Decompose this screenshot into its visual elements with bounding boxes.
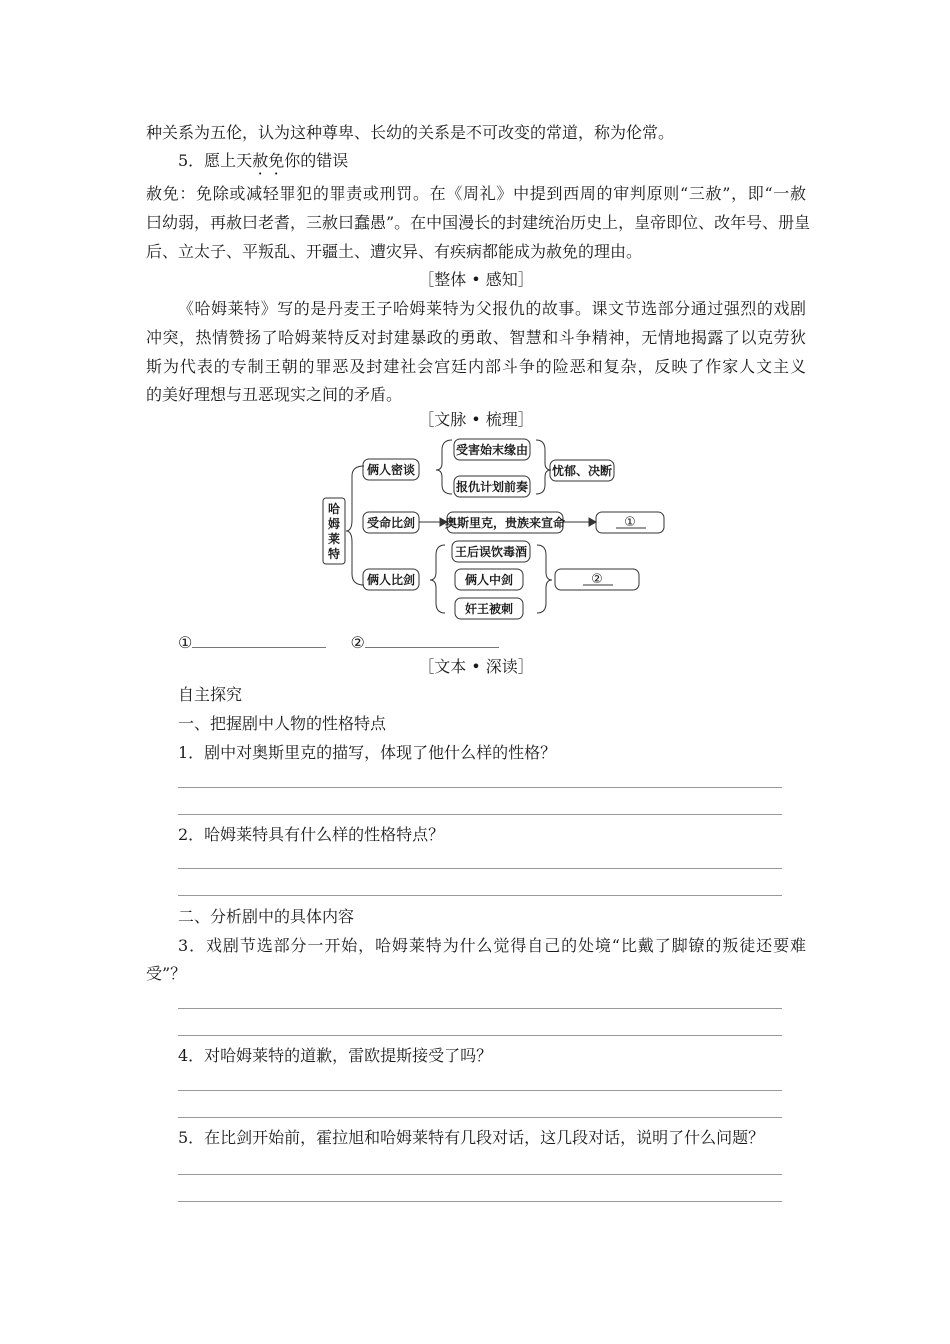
blank-label: ①	[624, 515, 636, 530]
answer-rule[interactable]	[178, 895, 782, 896]
paragraph-line: 冲突，热情赞扬了哈姆莱特反对封建暴政的勇敢、智慧和斗争精神，无情地揭露了以克劳狄	[146, 328, 806, 347]
definition-line: 赦免：免除或减轻罪犯的罪责或刑罚。在《周礼》中提到西周的审判原则“三赦”，即“一赦	[146, 184, 806, 203]
answer-rule[interactable]	[178, 1201, 782, 1202]
root-char: 莱	[327, 532, 341, 546]
subheading: 自主探究	[178, 685, 243, 704]
structure-diagram	[0, 0, 950, 640]
note-item-5-suffix: 你的错误	[284, 151, 349, 170]
item-label: 俩人中剑	[464, 573, 514, 587]
fill-blank[interactable]	[192, 631, 326, 648]
item-label: 奥斯里克，贵族来宣命	[444, 516, 566, 530]
paragraph-line: 斯为代表的专制王朝的罪恶及封建社会宫廷内部斗争的险恶和复杂，反映了作家人文主义	[146, 357, 806, 376]
emphasis-char: 赦	[252, 151, 269, 170]
definition-line: 后、立太子、平叛乱、开疆土、遭灾异、有疾病都能成为赦免的理由。	[146, 242, 643, 261]
answer-rule[interactable]	[178, 868, 782, 869]
branch-label: 俩人密谈	[366, 463, 416, 477]
answer-rule[interactable]	[178, 1008, 782, 1009]
definition-line: 曰幼弱，再赦曰老耆，三赦曰蠢愚”。在中国漫长的封建统治历史上，皇帝即位、改年号、册皇	[146, 213, 811, 232]
item-label: 受害始末缘由	[455, 443, 529, 457]
item-label: 奸王被刺	[464, 602, 514, 616]
question: 3．戏剧节选部分一开始，哈姆莱特为什么觉得自己的处境“比戴了脚镣的叛徒还要难	[178, 936, 806, 955]
fill-blank[interactable]	[365, 631, 499, 648]
root-char: 特	[327, 547, 341, 561]
section-title: 一、把握剧中人物的性格特点	[178, 714, 387, 733]
question: 4．对哈姆莱特的道歉，雷欧提斯接受了吗？	[178, 1046, 493, 1065]
question: 5．在比剑开始前，霍拉旭和哈姆莱特有几段对话，这几段对话，说明了什么问题？	[178, 1128, 765, 1147]
section-heading: ［文本 • 深读］	[418, 657, 534, 676]
root-char: 哈	[327, 502, 341, 516]
section-title: 二、分析剧中的具体内容	[178, 907, 355, 926]
result-label: 忧郁、决断	[551, 464, 613, 478]
question: 2．哈姆莱特具有什么样的性格特点？	[178, 825, 445, 844]
answer-rule[interactable]	[178, 1174, 782, 1175]
question: 1．剧中对奥斯里克的描写，体现了他什么样的性格？	[178, 743, 557, 762]
answer-rule[interactable]	[178, 814, 782, 815]
blank-label: ②	[591, 572, 603, 587]
paragraph-line: 《哈姆莱特》写的是丹麦王子哈姆莱特为父报仇的故事。课文节选部分通过强烈的戏剧	[178, 299, 806, 318]
answer-label: ①	[178, 633, 193, 652]
root-char: 姆	[327, 517, 341, 531]
answer-label: ②	[350, 633, 365, 652]
paragraph-line: 的美好理想与丑恶现实之间的矛盾。	[146, 385, 403, 404]
item-label: 报仇计划前奏	[455, 480, 529, 494]
section-heading: ［整体 • 感知］	[418, 270, 534, 289]
answer-rule[interactable]	[178, 1035, 782, 1036]
question: 受”？	[146, 964, 187, 983]
text-line: 种关系为五伦，认为这种尊卑、长幼的关系是不可改变的常道，称为伦常。	[146, 123, 675, 142]
answer-rule[interactable]	[178, 1090, 782, 1091]
item-label: 王后误饮毒酒	[454, 545, 528, 559]
answer-line	[178, 631, 499, 654]
section-heading: ［文脉 • 梳理］	[418, 410, 534, 429]
branch-label: 俩人比剑	[366, 573, 416, 587]
answer-rule[interactable]	[178, 787, 782, 788]
answer-rule[interactable]	[178, 1117, 782, 1118]
note-item-5-prefix: 5．愿上天	[178, 151, 253, 170]
emphasis-char: 免	[268, 151, 285, 170]
branch-label: 受命比剑	[366, 516, 416, 530]
